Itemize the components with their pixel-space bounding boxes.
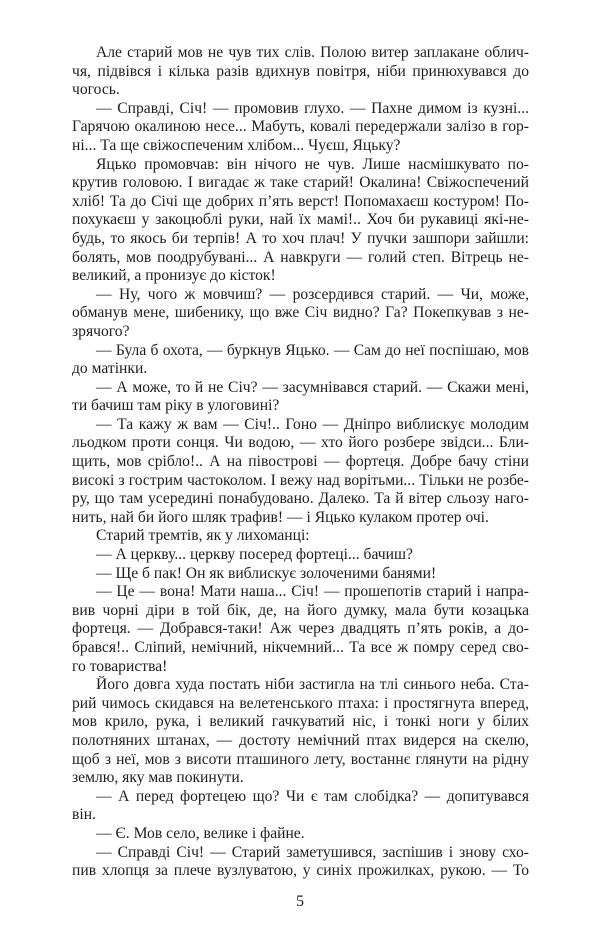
text-line: похукаєш у закоцюблі руки, най їх мамі!.. Хоч би рукавиці які-не- [72, 211, 529, 229]
text-line: нить, най би його шляк трафив! — і Яцько кулаком протер очі. [72, 508, 489, 526]
text-line: чогось. [72, 81, 120, 99]
text-line: вив чорні діри в той бік, де, на його думку, мала бути козацька [72, 601, 529, 619]
text-line: — Справді Січ! — Старий заметушився, заспішив і знову схо- [96, 843, 529, 861]
text-line: Його довга худа постать ніби застигла на тлі синього неба. Ста- [96, 676, 529, 694]
text-line: мов крило, рука, і великий гачкуватий ніс, і тонкі ноги у білих [72, 713, 529, 731]
text-line: Яцько промовчав: він нічого не чув. Лише насмішкувато по- [96, 155, 529, 173]
text-line: щоб з неї, мов з висоти пташиного лету, востаннє глянути на рідну [72, 750, 529, 768]
text-line: ти бачиш там ріку в улоговині? [72, 397, 280, 415]
text-line: ру, що там усередині понабудовано. Далеко. Та й вітер сльозу наго- [72, 490, 529, 508]
page-body-text [72, 44, 529, 881]
text-line: чя, підвівся і кілька разів вдихнув повітря, ніби принюхувався до [72, 62, 529, 80]
paragraph [72, 546, 529, 565]
text-line: — Та кажу ж вам — Січ!.. Гоно — Дніпро виблискує молодим [96, 415, 529, 433]
paragraph [72, 825, 529, 844]
page-number: 5 [296, 893, 304, 910]
text-line: — Це — вона! Мати наша... Січ! — прошепотів старий і напра- [96, 583, 529, 601]
text-line: го товариства! [72, 657, 168, 675]
paragraph [72, 379, 529, 416]
text-line: Старий тремтів, як у лихоманці: [96, 527, 310, 545]
text-line: полотняних штанах, — достоту немічний птах видерся на скелю, [72, 731, 529, 749]
text-line: брався!.. Сліпий, немічний, нікчемний... Та все ж помру серед сво- [72, 639, 529, 656]
text-line: будь, то якось би терпів! А то хоч плач! У пучки зашпори зайшли: [72, 229, 529, 247]
text-line: пив хлопця за плече вузлуватою, у синіх прожилках, рукою. — То [72, 862, 529, 880]
text-line: — Ну, чого ж мовчиш? — розсердився старий. — Чи, може, [96, 285, 529, 303]
paragraph [72, 416, 529, 528]
text-line: до матінки. [72, 360, 148, 378]
text-line: — Є. Мов село, велике і файне. [96, 824, 305, 842]
paragraph [72, 100, 529, 156]
text-line: землю, яку мав покинути. [72, 769, 244, 787]
paragraph [72, 286, 529, 342]
text-line: великий, а пронизує до кісток! [72, 267, 276, 285]
text-line: — А перед фортецею що? Чи є там слобідка? — допитувався [96, 787, 529, 805]
text-line: щить, мов срібло!.. А на півострові — фортеця. Добре бачу стіни [72, 453, 529, 471]
text-line: зрячого? [72, 322, 130, 340]
paragraph [72, 527, 529, 546]
paragraph [72, 676, 529, 788]
text-line: — А може, то й не Січ? — засумнівався старий. — Скажи мені, [96, 378, 529, 396]
text-line: рий чимось скидався на велетенського птаха: і простягнута вперед, [72, 694, 529, 712]
paragraph [72, 565, 529, 584]
paragraph [72, 44, 529, 100]
paragraph [72, 788, 529, 825]
text-line: льодком проти сонця. Чи водою, — хто його розбере звідси... Бли- [72, 434, 529, 452]
text-line: фортеця. — Добрався-таки! Аж через двадцять п’ять років, а до- [72, 620, 529, 638]
paragraph [72, 342, 529, 379]
text-line: ні... Та ще свіжоспеченим хлібом... Чуєш, Яцьку? [72, 136, 401, 154]
text-line: — А церкву... церкву посеред фортеці... бачиш? [96, 546, 413, 564]
paragraph [72, 156, 529, 286]
text-line: високі з гострим частоколом. І вежу над ворітьми... Тільки не розбе- [72, 471, 529, 489]
text-line: Гарячою окалиною несе... Мабуть, ковалі передержали залізо в гор- [72, 118, 529, 136]
text-line: — Справді, Січ! — промовив глухо. — Пахне димом із кузні... [96, 99, 529, 117]
text-line: болять, мов поодрубувані... А навкруги — голий степ. Вітрець не- [72, 248, 529, 266]
paragraph [72, 583, 529, 676]
text-line: — Була б охота, — буркнув Яцько. — Сам до неї поспішаю, мов [96, 341, 529, 359]
text-line: він. [72, 806, 96, 824]
text-line: — Ще б пак! Он як виблискує золоченими банями! [96, 564, 437, 582]
text-line: крутив головою. І вигадає ж таке старий! Окалина! Свіжоспечений [72, 174, 529, 192]
text-line: обманув мене, шибенику, що вже Січ видно? Га? Покепкував з не- [72, 304, 529, 322]
paragraph [72, 844, 529, 881]
text-line: хліб! Та до Січі ще добрих п’ять верст! Попомахаєш костуром! По- [72, 192, 529, 210]
text-line: Але старий мов не чув тих слів. Полою витер заплакане облич- [96, 44, 529, 61]
